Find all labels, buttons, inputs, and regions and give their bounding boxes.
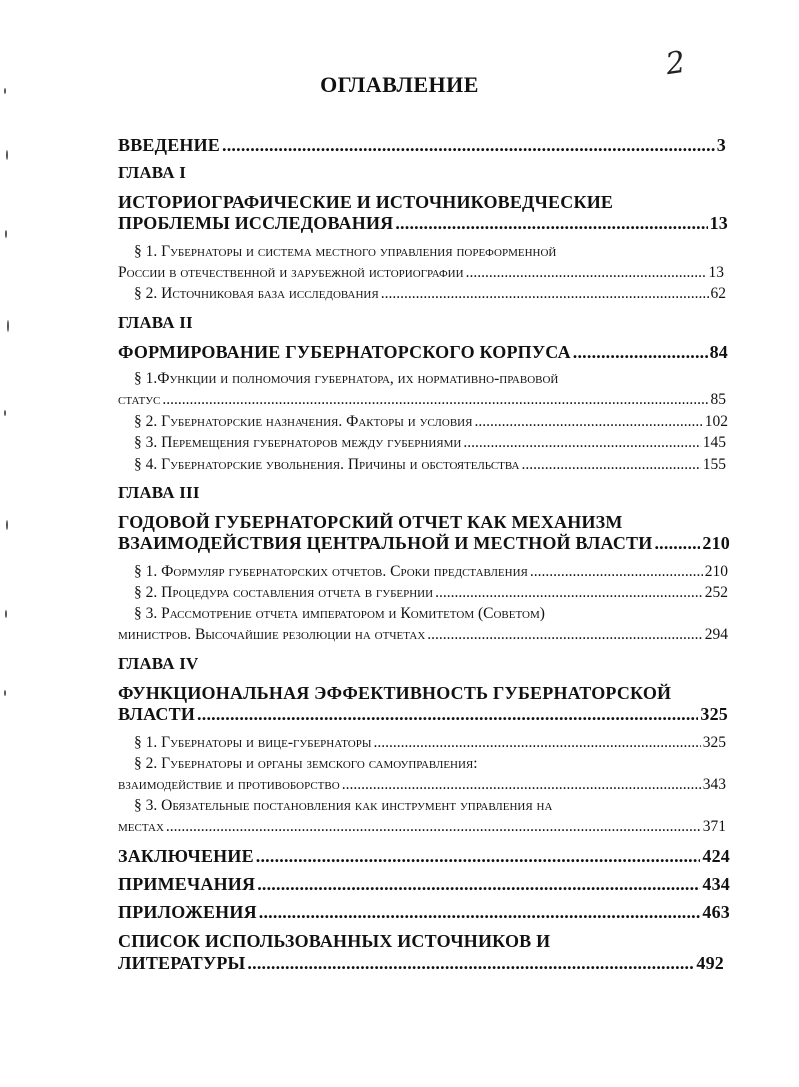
dot-leader — [222, 135, 715, 156]
scan-speck — [5, 230, 7, 238]
chapter-1-title-text-2: ПРОБЛЕМЫ ИССЛЕДОВАНИЯ — [118, 213, 394, 233]
section-3-1[interactable] — [134, 563, 728, 581]
toc-intro-label: ВВЕДЕНИЕ — [118, 135, 221, 155]
toc-intro-page: 3 — [716, 135, 726, 155]
dot-leader — [530, 563, 703, 581]
chapter-2-page: 84 — [709, 342, 728, 362]
dot-leader — [474, 413, 702, 431]
chapter-3-label — [118, 483, 200, 503]
section-3-3-line2[interactable] — [118, 626, 728, 644]
chapter-4-title-line1[interactable] — [118, 683, 671, 704]
section-1-2-page: 62 — [710, 285, 726, 302]
dot-leader — [654, 533, 700, 554]
scan-speck — [6, 520, 8, 530]
section-3-3-page: 294 — [704, 626, 728, 643]
chapter-4-title-text-2: ВЛАСТИ — [118, 704, 196, 724]
dot-leader — [197, 704, 698, 725]
chapter-1-title-line1[interactable] — [118, 192, 613, 213]
toc-appendices[interactable] — [118, 902, 730, 923]
section-2-1-line2[interactable] — [118, 391, 726, 409]
chapter-1-title-text-1: ИСТОРИОГРАФИЧЕСКИЕ И ИСТОЧНИКОВЕДЧЕСКИЕ — [118, 192, 614, 212]
toc-conclusion[interactable] — [118, 846, 730, 867]
section-1-1-page: 13 — [708, 264, 724, 281]
dot-leader — [521, 456, 700, 474]
section-4-3-text-2: местах — [118, 818, 164, 835]
chapter-2-label-text: ГЛАВА II — [118, 313, 193, 332]
chapter-1-page: 13 — [709, 213, 728, 233]
dot-leader — [247, 953, 694, 974]
section-4-3-line1[interactable] — [134, 797, 552, 815]
chapter-4-page: 325 — [700, 704, 728, 724]
section-3-2-text: § 2. Процедура составления отчета в губернии — [134, 584, 434, 601]
section-1-2[interactable] — [134, 285, 726, 303]
section-3-1-text: § 1. Формуляр губернаторских отчетов. Сроки представления — [134, 563, 528, 580]
dot-leader — [381, 285, 709, 303]
chapter-3-title-line1[interactable] — [118, 512, 623, 533]
section-4-3-line2[interactable] — [118, 818, 726, 836]
section-3-1-page: 210 — [704, 563, 728, 580]
scan-speck — [4, 410, 6, 416]
chapter-3-title-text-1: ГОДОВОЙ ГУБЕРНАТОРСКИЙ ОТЧЕТ КАК МЕХАНИЗМ — [118, 512, 623, 532]
chapter-3-label-text: ГЛАВА III — [118, 483, 200, 502]
section-2-3[interactable] — [134, 434, 726, 452]
toc-conclusion-page: 424 — [702, 846, 730, 866]
section-4-3-text-1: § 3. Обязательные постановления как инструмент управления на — [134, 797, 553, 814]
section-3-3-text-2: министров. Высочайшие резолюции на отчетах — [118, 626, 426, 643]
section-1-1-line1[interactable] — [134, 243, 556, 261]
chapter-2-title[interactable] — [118, 342, 728, 363]
section-4-3-page: 371 — [702, 818, 726, 835]
dot-leader — [435, 584, 703, 602]
chapter-3-page: 210 — [702, 533, 730, 553]
dot-leader — [395, 213, 707, 234]
section-4-2-text-1: § 2. Губернаторы и органы земского самоуправления: — [134, 755, 478, 772]
section-2-1-text-2: статус — [118, 391, 161, 408]
chapter-4-label — [118, 654, 198, 674]
chapter-4-label-text: ГЛАВА IV — [118, 654, 199, 673]
section-2-1-line1[interactable] — [134, 370, 558, 388]
scan-speck — [4, 690, 6, 696]
dot-leader — [259, 902, 701, 923]
scan-speck — [7, 320, 9, 332]
chapter-3-title-line2[interactable] — [118, 533, 730, 554]
chapter-1-title-line2[interactable] — [118, 213, 728, 234]
chapter-3-title-text-2: ВЗАИМОДЕЙСТВИЯ ЦЕНТРАЛЬНОЙ И МЕСТНОЙ ВЛАСТИ — [118, 533, 653, 553]
section-3-2-page: 252 — [704, 584, 728, 601]
section-2-2-page: 102 — [704, 413, 728, 430]
section-2-1-page: 85 — [710, 391, 726, 408]
chapter-1-label-text: ГЛАВА I — [118, 163, 187, 182]
section-4-1-text: § 1. Губернаторы и вице-губернаторы — [134, 734, 372, 751]
toc-sources-line1[interactable] — [118, 931, 550, 952]
section-2-4-page: 155 — [702, 456, 726, 473]
section-4-2-line2[interactable] — [118, 776, 726, 794]
dot-leader — [463, 434, 700, 452]
dot-leader — [256, 846, 701, 867]
dot-leader — [166, 818, 701, 836]
section-3-2[interactable] — [134, 584, 728, 602]
dot-leader — [257, 874, 700, 895]
section-3-3-text-1: § 3. Рассмотрение отчета императором и Комитетом (Советом) — [134, 605, 545, 622]
chapter-1-label — [118, 163, 186, 183]
section-1-1-text-1: § 1. Губернаторы и система местного управления пореформенной — [134, 243, 557, 260]
dot-leader — [427, 626, 702, 644]
dot-leader — [466, 264, 707, 282]
toc-notes-page: 434 — [702, 874, 730, 894]
toc-notes-label: ПРИМЕЧАНИЯ — [118, 874, 256, 894]
toc-sources-label-2: ЛИТЕРАТУРЫ — [118, 953, 246, 973]
section-2-4[interactable] — [134, 456, 726, 474]
toc-sources-label-1: СПИСОК ИСПОЛЬЗОВАННЫХ ИСТОЧНИКОВ И — [118, 931, 551, 951]
chapter-4-title-text-1: ФУНКЦИОНАЛЬНАЯ ЭФФЕКТИВНОСТЬ ГУБЕРНАТОРСКОЙ — [118, 683, 672, 703]
dot-leader — [373, 734, 700, 752]
dot-leader — [162, 391, 708, 409]
toc-appendices-label: ПРИЛОЖЕНИЯ — [118, 902, 257, 922]
toc-appendices-page: 463 — [702, 902, 730, 922]
section-2-3-page: 145 — [702, 434, 726, 451]
section-2-3-text: § 3. Перемещения губернаторов между губерниями — [134, 434, 462, 451]
dot-leader — [342, 776, 701, 794]
scan-speck — [4, 88, 6, 94]
section-1-1-line2[interactable] — [118, 264, 724, 282]
section-2-4-text: § 4. Губернаторские увольнения. Причины и обстоятельства — [134, 456, 520, 473]
toc-sources-line2[interactable] — [118, 953, 724, 974]
section-4-2-page: 343 — [702, 776, 726, 793]
section-2-2[interactable] — [134, 413, 728, 431]
scan-speck — [5, 610, 7, 618]
section-4-1-page: 325 — [702, 734, 726, 751]
section-2-1-text-1: § 1.Функции и полномочия губернатора, их нормативно-правовой — [134, 370, 559, 387]
section-4-2-line1[interactable] — [134, 755, 478, 773]
toc-notes[interactable] — [118, 874, 730, 895]
section-4-2-text-2: взаимодействие и противоборство — [118, 776, 340, 793]
section-2-2-text: § 2. Губернаторские назначения. Факторы и условия — [134, 413, 473, 430]
toc-sources-page: 492 — [696, 953, 724, 973]
scan-speck — [6, 150, 8, 160]
chapter-2-title-text: ФОРМИРОВАНИЕ ГУБЕРНАТОРСКОГО КОРПУСА — [118, 342, 571, 362]
chapter-2-label — [118, 313, 193, 333]
section-3-3-line1[interactable] — [134, 605, 545, 623]
section-1-1-text-2: России в отечественной и зарубежной историографии — [118, 264, 464, 281]
dot-leader — [573, 342, 708, 363]
toc-conclusion-label: ЗАКЛЮЧЕНИЕ — [118, 846, 254, 866]
chapter-4-title-line2[interactable] — [118, 704, 728, 725]
section-4-1[interactable] — [134, 734, 726, 752]
handwritten-page-number: 2 — [663, 44, 688, 83]
toc-intro[interactable] — [118, 135, 726, 156]
page-title: ОГЛАВЛЕНИЕ — [320, 72, 479, 97]
section-1-2-text: § 2. Источниковая база исследования — [134, 285, 379, 302]
